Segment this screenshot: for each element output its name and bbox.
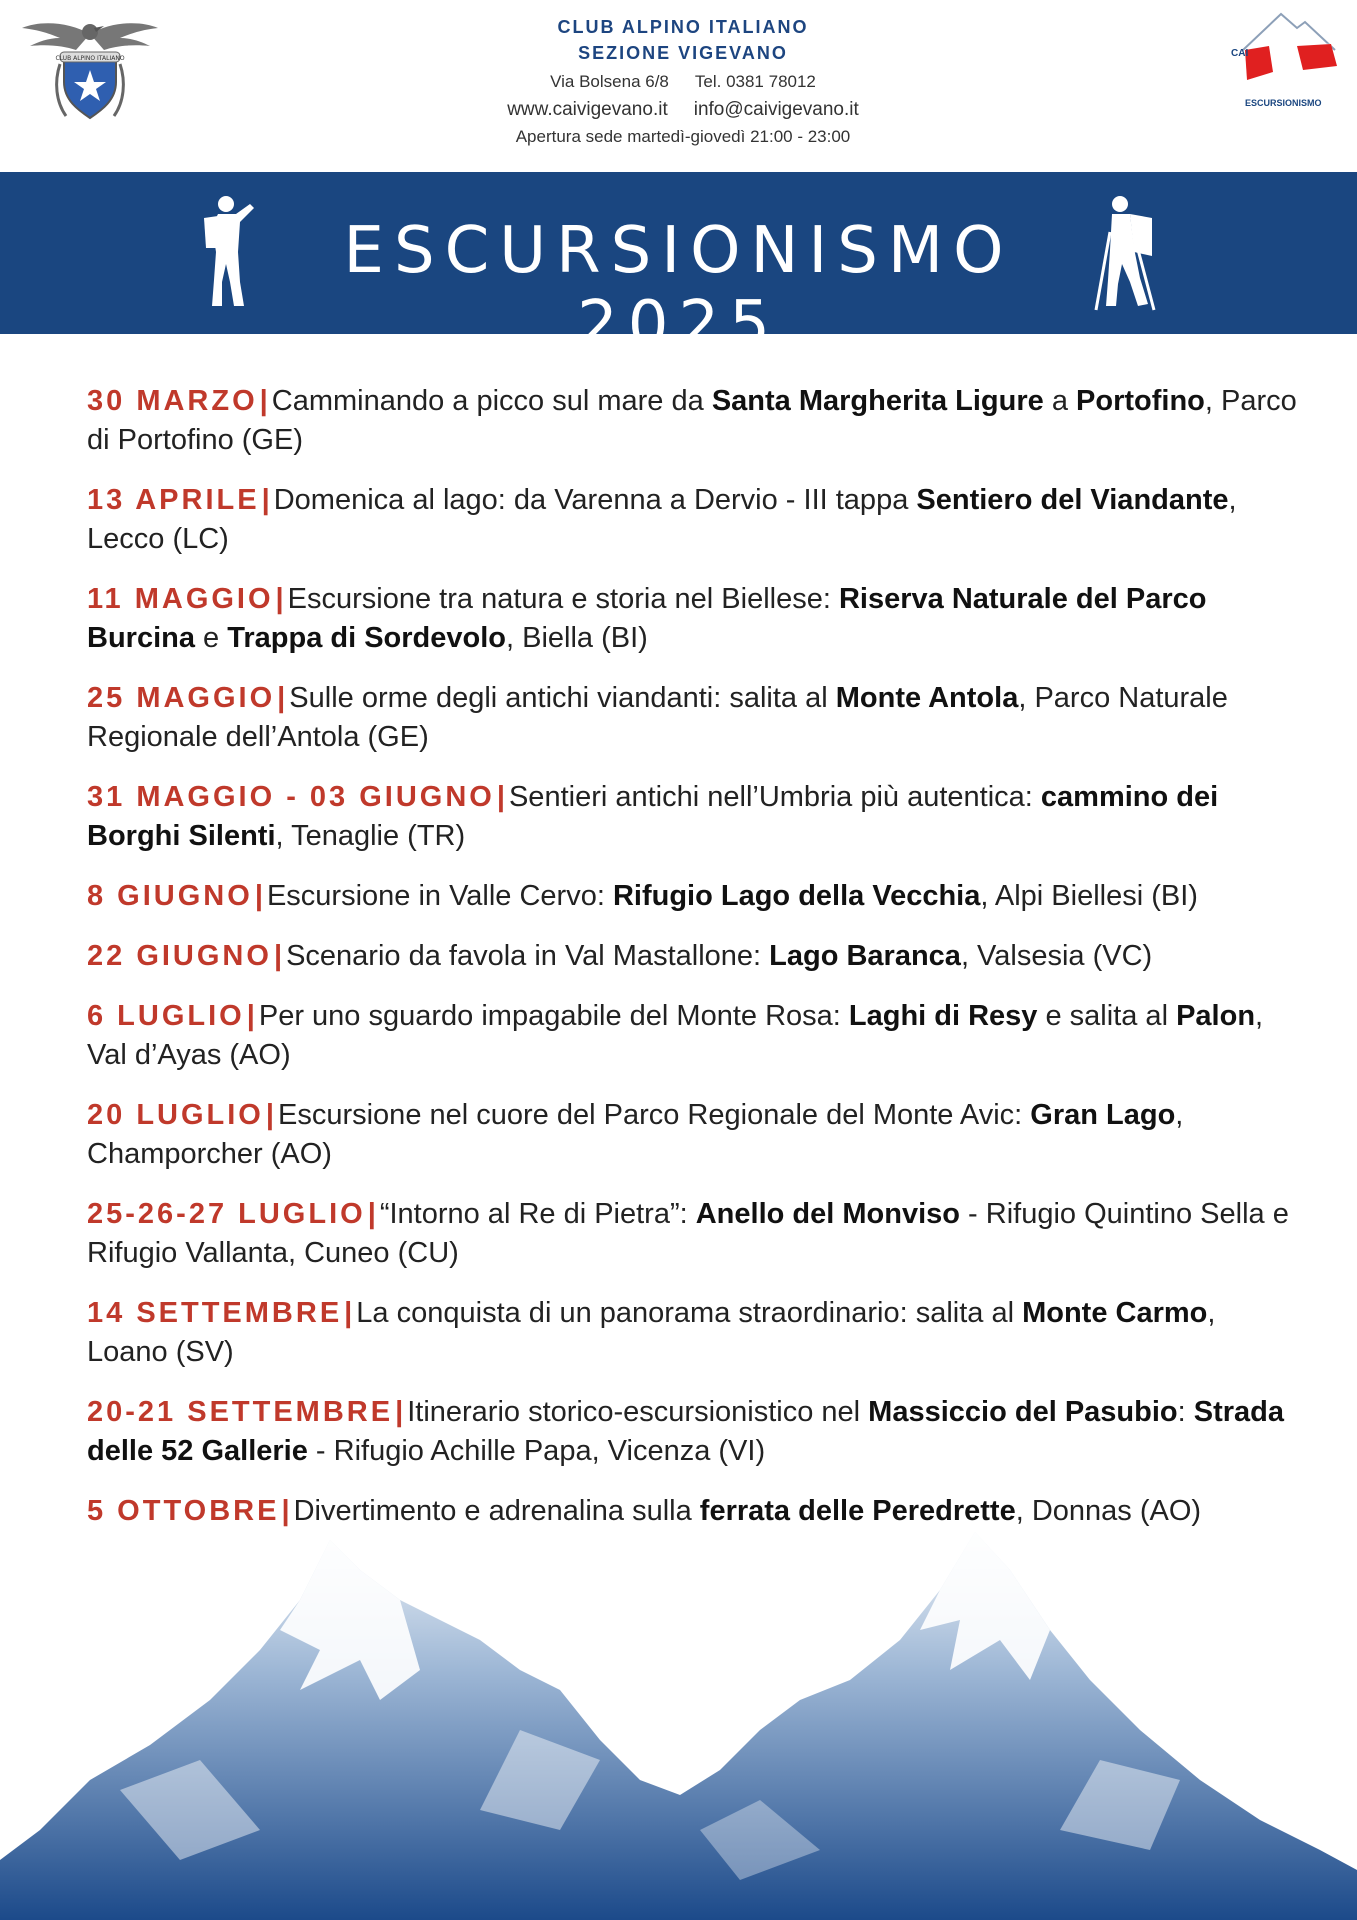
event-date: 25 MAGGIO — [87, 682, 276, 714]
event-description: , Lecco (LC) — [87, 484, 1237, 555]
event-place-highlight: Anello del Monviso — [695, 1198, 960, 1230]
event-date: 20 LUGLIO — [87, 1099, 264, 1131]
event-separator: | — [261, 484, 270, 516]
mountain-peaks-image — [0, 1530, 1357, 1920]
event-description: e salita al — [1037, 1000, 1177, 1032]
event-item — [87, 580, 1297, 658]
event-description: , Loano (SV) — [87, 1297, 1216, 1368]
event-date: 31 MAGGIO - 03 GIUGNO — [87, 781, 495, 813]
event-date: 6 LUGLIO — [87, 1000, 245, 1032]
club-name: CLUB ALPINO ITALIANO — [557, 17, 809, 37]
event-description: Domenica al lago: da Varenna a Dervio - III tappa — [273, 484, 917, 516]
event-description: , Parco Naturale Regionale dell’Antola (GE) — [87, 682, 1228, 753]
event-item — [87, 877, 1297, 916]
club-contacts — [440, 68, 926, 96]
event-description: Escursione in Valle Cervo: — [266, 880, 613, 912]
event-separator: | — [496, 781, 505, 813]
event-description: Camminando a picco sul mare da — [271, 385, 712, 417]
event-description: e — [194, 622, 228, 654]
club-info — [440, 14, 926, 150]
event-item — [87, 1096, 1297, 1174]
event-description: Scenario da favola in Val Mastallone: — [286, 940, 770, 972]
event-place-highlight: ferrata delle Peredrette — [699, 1495, 1016, 1527]
page-title: ESCURSIONISMO 2025 — [343, 214, 1014, 362]
event-date: 8 GIUGNO — [87, 880, 253, 912]
event-description: , Tenaglie (TR) — [275, 820, 466, 852]
event-place-highlight: Santa Margherita Ligure — [711, 385, 1044, 417]
event-separator: | — [265, 1099, 274, 1131]
cai-eagle-logo-icon — [20, 12, 160, 127]
svg-text:CLUB ALPINO ITALIANO: CLUB ALPINO ITALIANO — [55, 55, 125, 62]
event-date: 25-26-27 LUGLIO — [87, 1198, 366, 1230]
event-description: Itinerario storico-escursionistico nel — [407, 1396, 869, 1428]
event-item — [87, 997, 1297, 1075]
svg-text:CAI: CAI — [1231, 48, 1249, 59]
event-separator: | — [277, 682, 286, 714]
event-date: 14 SETTEMBRE — [87, 1297, 343, 1329]
event-description: Sulle orme degli antichi viandanti: salita al — [289, 682, 836, 714]
event-description: , Donnas (AO) — [1015, 1495, 1202, 1527]
svg-text:ESCURSIONISMO: ESCURSIONISMO — [1245, 98, 1322, 108]
club-phone: Tel. 0381 78012 — [694, 72, 816, 91]
event-place-highlight: Massiccio del Pasubio — [868, 1396, 1178, 1428]
event-item — [87, 1294, 1297, 1372]
event-place-highlight: Sentiero del Viandante — [916, 484, 1229, 516]
event-separator: | — [344, 1297, 353, 1329]
title-banner — [0, 172, 1357, 362]
event-description: Sentieri antichi nell’Umbria più autentica: — [508, 781, 1041, 813]
event-date: 30 MARZO — [87, 385, 258, 417]
club-address: Via Bolsena 6/8 — [550, 72, 669, 91]
event-separator: | — [259, 385, 268, 417]
event-item — [87, 937, 1297, 976]
event-item — [87, 382, 1297, 460]
event-item — [87, 778, 1297, 856]
event-date: 11 MAGGIO — [87, 583, 274, 615]
event-place-highlight: Palon — [1176, 1000, 1256, 1032]
event-place-highlight: Trappa di Sordevolo — [227, 622, 507, 654]
event-description: Per uno sguardo impagabile del Monte Rosa: — [258, 1000, 849, 1032]
club-web-email — [440, 96, 926, 124]
club-section: SEZIONE VIGEVANO — [578, 43, 788, 63]
event-item — [87, 481, 1297, 559]
event-date: 5 OTTOBRE — [87, 1495, 280, 1527]
event-description: , Alpi Biellesi (BI) — [980, 880, 1198, 912]
event-description: , Val d’Ayas (AO) — [87, 1000, 1264, 1071]
event-separator: | — [395, 1396, 404, 1428]
event-description: , Valsesia (VC) — [960, 940, 1153, 972]
event-description: “Intorno al Re di Pietra”: — [379, 1198, 696, 1230]
event-item — [87, 1492, 1297, 1531]
club-hours: Apertura sede martedì-giovedì 21:00 - 23:00 — [515, 127, 851, 146]
event-description: Escursione nel cuore del Parco Regionale del Monte Avic: — [277, 1099, 1031, 1131]
event-separator: | — [246, 1000, 255, 1032]
event-date: 22 GIUGNO — [87, 940, 272, 972]
event-description: , Champorcher (AO) — [87, 1099, 1184, 1170]
event-place-highlight: Gran Lago — [1030, 1099, 1176, 1131]
club-website-link[interactable]: www.caivigevano.it — [507, 99, 668, 120]
event-item — [87, 679, 1297, 757]
event-date: 13 APRILE — [87, 484, 260, 516]
event-separator: | — [254, 880, 263, 912]
event-description: , Biella (BI) — [506, 622, 648, 654]
hiker-with-poles-icon — [1090, 192, 1160, 312]
event-place-highlight: Laghi di Resy — [848, 1000, 1038, 1032]
club-email-link[interactable]: info@caivigevano.it — [693, 99, 859, 120]
event-place-highlight: Lago Baranca — [769, 940, 961, 972]
event-separator: | — [273, 940, 283, 972]
event-place-highlight: Strada delle 52 Gallerie — [87, 1396, 1285, 1467]
event-place-highlight: cammino dei Borghi Silenti — [87, 781, 1219, 852]
cai-escursionismo-logo-icon — [1225, 10, 1340, 118]
event-place-highlight: Rifugio Lago della Vecchia — [612, 880, 981, 912]
event-description: a — [1043, 385, 1077, 417]
event-place-highlight: Monte Carmo — [1022, 1297, 1208, 1329]
event-description: - Rifugio Quintino Sella e Rifugio Vallanta, Cuneo (CU) — [87, 1198, 1289, 1269]
event-item — [87, 1393, 1297, 1471]
events-list — [87, 382, 1297, 1552]
event-date: 20-21 SETTEMBRE — [87, 1396, 394, 1428]
event-place-highlight: Monte Antola — [835, 682, 1019, 714]
event-description: - Rifugio Achille Papa, Vicenza (VI) — [307, 1435, 766, 1467]
event-description: Escursione tra natura e storia nel Biellese: — [287, 583, 839, 615]
event-item — [87, 1195, 1297, 1273]
event-separator: | — [367, 1198, 376, 1230]
event-separator: | — [275, 583, 284, 615]
page-header — [0, 0, 1357, 172]
event-description: La conquista di un panorama straordinario: salita al — [356, 1297, 1023, 1329]
event-description: : — [1177, 1396, 1194, 1428]
event-place-highlight: Riserva Naturale del Parco Burcina — [87, 583, 1207, 654]
event-separator: | — [281, 1495, 290, 1527]
event-description: , Parco di Portofino (GE) — [87, 385, 1297, 456]
event-description: Divertimento e adrenalina sulla — [293, 1495, 700, 1527]
event-place-highlight: Portofino — [1076, 385, 1205, 417]
